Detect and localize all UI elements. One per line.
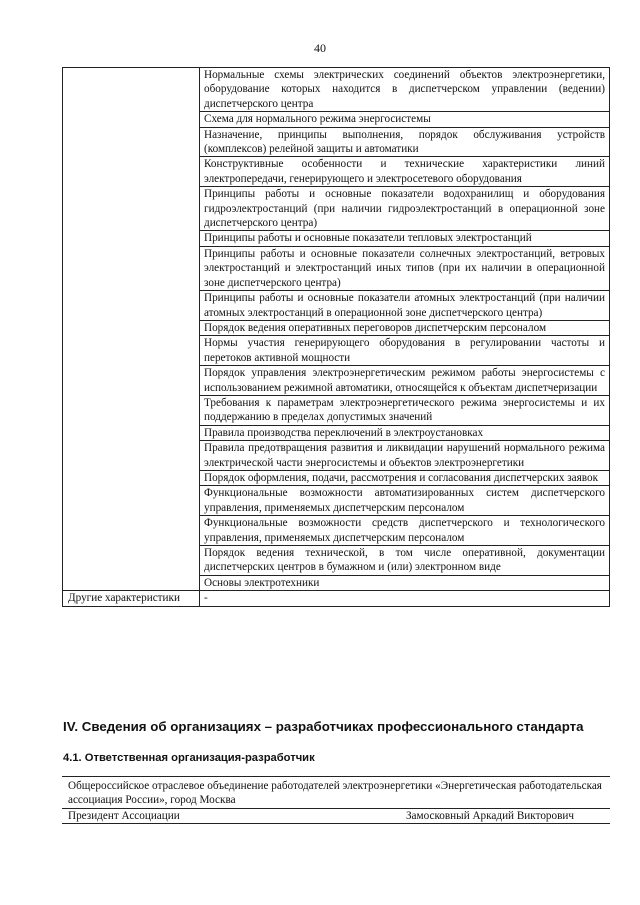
knowledge-item: Принципы работы и основные показатели водохранилищ и оборудования гидроэлектростанций (при наличии гидроэлектростанций в операционной зоне диспетчерского центра): [200, 187, 610, 231]
table-row: [63, 68, 610, 112]
subsection-title: 4.1. Ответственная организация-разработчик: [63, 752, 315, 764]
knowledge-table: [62, 67, 610, 607]
knowledge-item: Правила предотвращения развития и ликвидации нарушений нормального режима электрической части энергосистемы и объектов электроэнергетики: [200, 441, 610, 471]
knowledge-item: Требования к параметрам электроэнергетического режима энергосистемы и их поддержанию в пределах допустимых значений: [200, 395, 610, 425]
knowledge-item: Нормальные схемы электрических соединений объектов электроэнергетики, оборудование которых находится в диспетчерском управлении (ведении) диспетчерского центра: [200, 68, 610, 112]
organization-name: Общероссийское отраслевое объединение работодателей электроэнергетики «Энергетическая работодательская ассоциация России», город Москва: [62, 776, 610, 809]
row-label-cell: [63, 68, 200, 591]
knowledge-item: Принципы работы и основные показатели тепловых электростанций: [200, 231, 610, 246]
knowledge-item: Основы электротехники: [200, 575, 610, 590]
knowledge-item: Порядок ведения оперативных переговоров диспетчерским персоналом: [200, 320, 610, 335]
knowledge-item: Порядок ведения технической, в том числе оперативной, документации диспетчерских центров в бумажном и (или) электронном виде: [200, 546, 610, 576]
other-characteristics-value: -: [200, 591, 610, 606]
organization-position: Президент Ассоциации: [68, 809, 180, 822]
knowledge-item: Функциональные возможности автоматизированных систем диспетчерского управления, применяемых диспетчерским персоналом: [200, 486, 610, 516]
knowledge-item: Схема для нормального режима энергосистемы: [200, 112, 610, 127]
page-number: 40: [314, 41, 326, 55]
knowledge-tbody: [63, 68, 610, 607]
knowledge-item: Нормы участия генерирующего оборудования в регулировании частоты и перетоков активной мощности: [200, 336, 610, 366]
knowledge-item: Конструктивные особенности и технические характеристики линий электропередачи, генерирующего и электросетевого оборудования: [200, 157, 610, 187]
knowledge-item: Принципы работы и основные показатели атомных электростанций (при наличии атомных электростанций в операционной зоне диспетчерского центра): [200, 291, 610, 321]
knowledge-item: Порядок управления электроэнергетическим режимом работы энергосистемы с использованием режимной автоматики, относящейся к объектам диспетчеризации: [200, 366, 610, 396]
other-characteristics-label: Другие характеристики: [63, 591, 200, 606]
organization-person: Замосковный Аркадий Викторович: [405, 809, 574, 822]
table-row-other: [63, 591, 610, 606]
knowledge-item: Принципы работы и основные показатели солнечных электростанций, ветровых электростанций и электростанций иных типов (при их наличии в операционной зоне диспетчерского центра): [200, 246, 610, 290]
knowledge-item: Порядок оформления, подачи, рассмотрения и согласования диспетчерских заявок: [200, 470, 610, 485]
knowledge-item: Функциональные возможности средств диспетчерского и технологического управления, применяемых диспетчерским персоналом: [200, 516, 610, 546]
organization-block: [62, 776, 610, 824]
organization-signatory-row: [62, 809, 610, 824]
section-title: IV. Сведения об организациях – разработчиках профессионального стандарта: [63, 719, 584, 734]
knowledge-item: Назначение, принципы выполнения, порядок обслуживания устройств (комплексов) релейной защиты и автоматики: [200, 127, 610, 157]
knowledge-item: Правила производства переключений в электроустановках: [200, 425, 610, 440]
